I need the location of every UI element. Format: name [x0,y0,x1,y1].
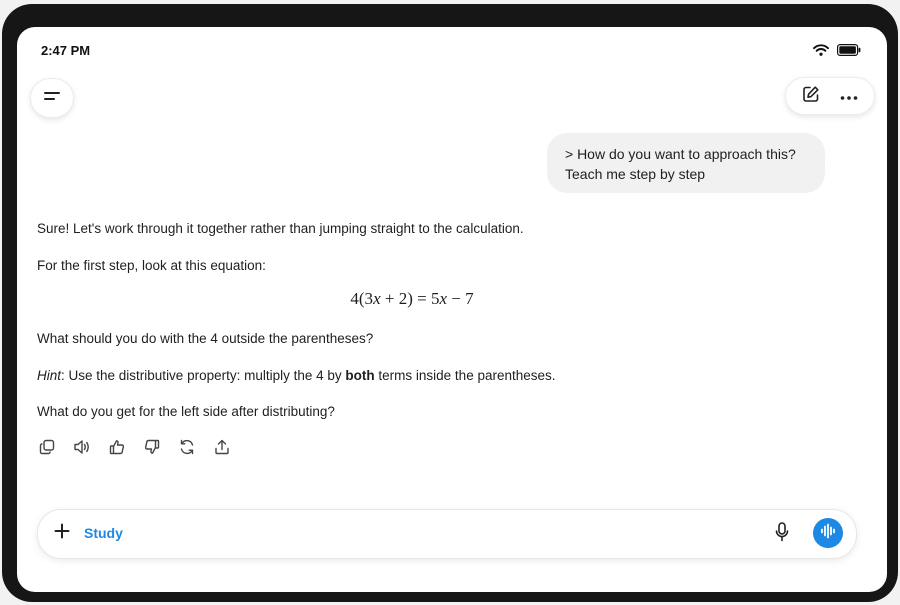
share-button[interactable] [210,438,233,461]
screen [17,27,887,592]
regenerate-icon [179,439,195,460]
hint-bold: both [345,368,375,383]
user-message-bubble: > How do you want to approach this? Teach me step by step [547,133,825,193]
hint-text-part-1: : Use the distributive property: multiply the 4 by [61,368,346,383]
menu-icon [44,89,60,107]
wifi-icon [813,43,829,61]
thumbs-up-button[interactable] [105,438,128,461]
assistant-first-step: For the first step, look at this equation: [37,258,266,273]
status-icons [813,43,861,61]
equation-text: 4(3x + 2) = 5x − 7 [350,289,474,308]
message-actions [35,438,233,461]
thumbs-down-icon [144,439,160,460]
equation [17,289,807,309]
message-composer[interactable] [37,509,857,559]
assistant-question: What should you do with the 4 outside the parentheses? [37,331,374,346]
device-bezel [2,4,898,602]
header-actions [785,77,875,115]
read-aloud-icon [73,439,91,460]
voice-mode-button[interactable] [813,518,843,548]
status-time: 2:47 PM [41,43,91,58]
add-attachment-button[interactable] [50,521,74,545]
menu-button[interactable] [30,78,74,118]
assistant-intro: Sure! Let's work through it together rather than jumping straight to the calculation. [37,221,524,236]
dictate-button[interactable] [770,521,794,547]
new-chat-button[interactable] [796,81,826,111]
copy-icon [39,439,55,460]
more-options-button[interactable] [834,81,864,111]
read-aloud-button[interactable] [70,438,93,461]
waveform-icon [820,523,836,544]
hint-label: Hint [37,368,62,383]
plus-icon [54,523,70,544]
thumbs-up-icon [109,439,125,460]
thumbs-down-button[interactable] [140,438,163,461]
hint-text-part-2: terms inside the parentheses. [374,368,556,383]
edit-icon [802,85,820,108]
share-icon [214,439,230,460]
assistant-follow-up: What do you get for the left side after distributing? [37,404,335,419]
battery-icon [837,43,861,61]
more-icon [840,87,858,105]
copy-button[interactable] [35,438,58,461]
regenerate-button[interactable] [175,438,198,461]
assistant-hint [37,368,556,383]
study-mode-chip[interactable]: Study [84,525,123,541]
microphone-icon [775,522,789,547]
